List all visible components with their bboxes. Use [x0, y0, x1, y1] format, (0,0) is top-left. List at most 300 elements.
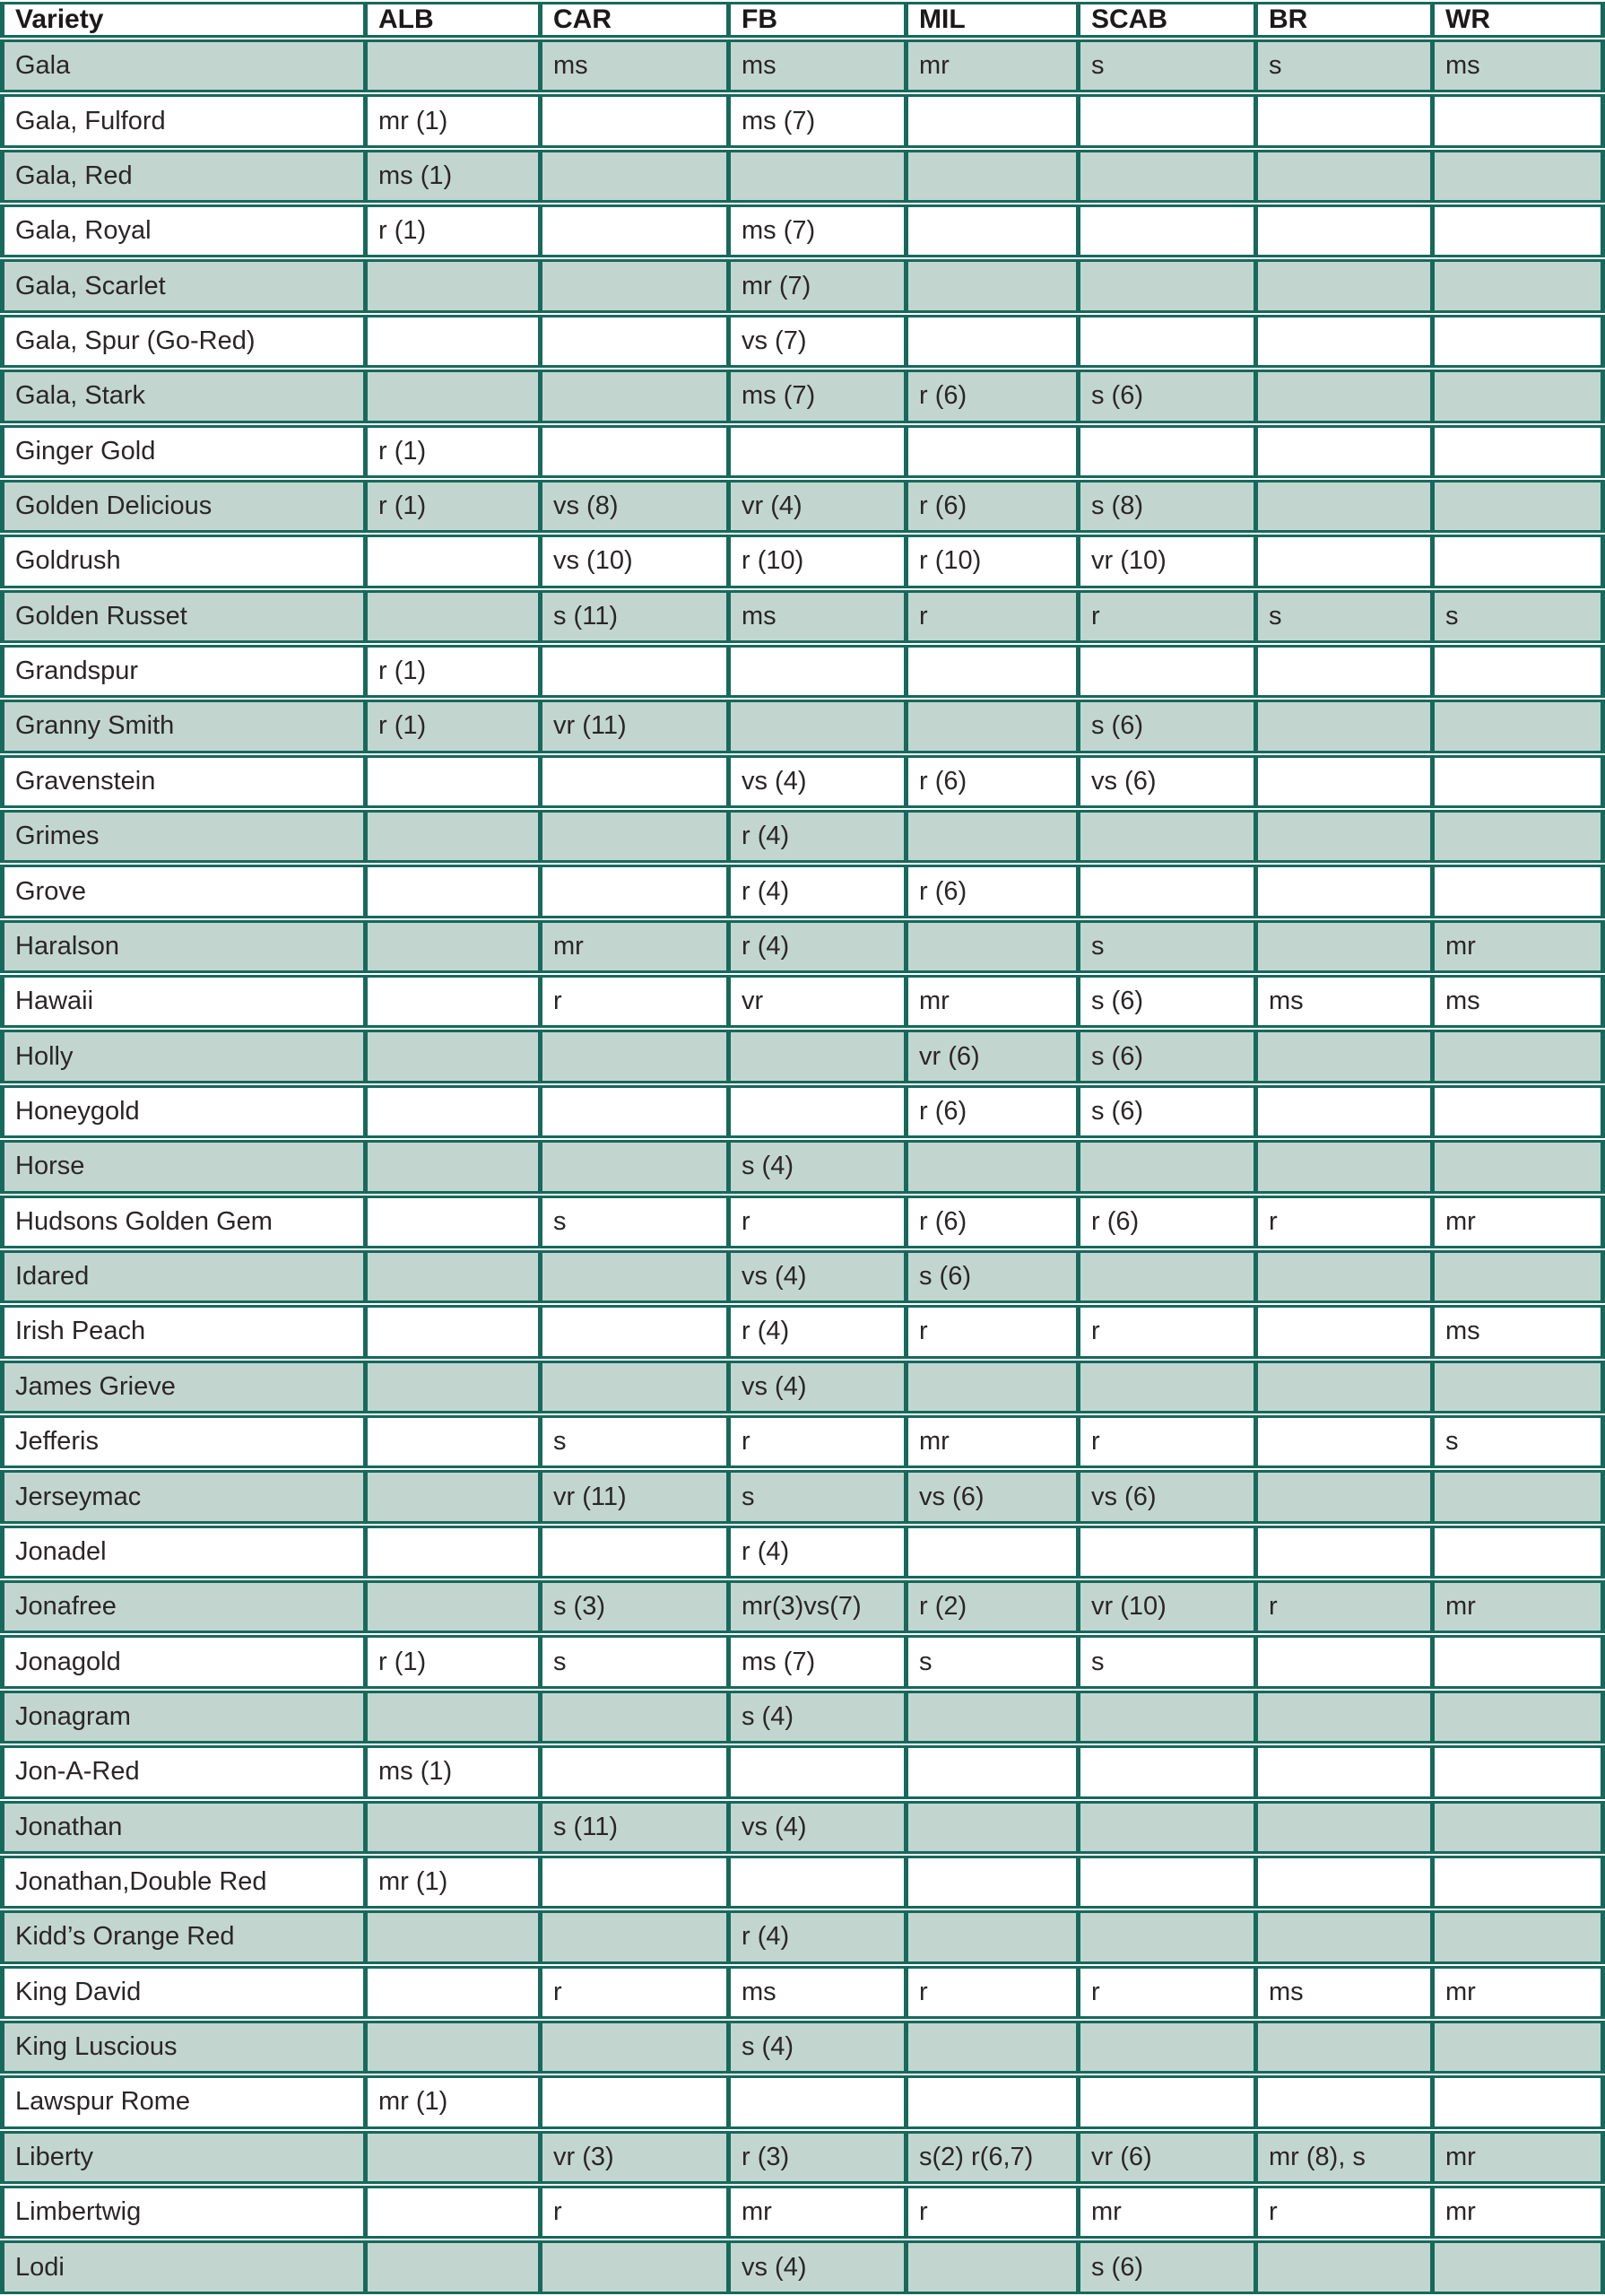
cell-mil [908, 94, 1080, 147]
column-header-car: CAR [542, 2, 731, 38]
cell-br [1258, 1691, 1435, 1744]
cell-br [1258, 1415, 1435, 1468]
variety-cell: Gala, Royal [0, 204, 368, 257]
cell-br [1258, 700, 1435, 752]
cell-scab [1080, 2021, 1258, 2074]
cell-alb [368, 755, 542, 808]
cell-wr [1435, 1910, 1605, 1963]
cell-alb [368, 1691, 542, 1744]
cell-car [542, 755, 731, 808]
cell-car [542, 645, 731, 698]
cell-alb [368, 590, 542, 643]
variety-cell: Jerseymac [0, 1470, 368, 1523]
cell-fb: s (4) [731, 2021, 908, 2074]
cell-fb: vs (4) [731, 1250, 908, 1303]
cell-br [1258, 370, 1435, 422]
cell-mil [908, 1801, 1080, 1854]
cell-wr [1435, 259, 1605, 312]
cell-scab: r [1080, 1415, 1258, 1468]
cell-mil: r [908, 590, 1080, 643]
cell-br [1258, 1305, 1435, 1358]
table-row [0, 150, 1605, 203]
cell-scab [1080, 150, 1258, 203]
variety-cell: Gala [0, 39, 368, 92]
cell-alb [368, 315, 542, 368]
cell-br: mr (8), s [1258, 2131, 1435, 2184]
cell-wr: mr [1435, 920, 1605, 973]
cell-car [542, 1305, 731, 1358]
cell-car [542, 259, 731, 312]
cell-alb [368, 1415, 542, 1468]
cell-br [1258, 1910, 1435, 1963]
cell-scab: s (8) [1080, 480, 1258, 533]
cell-car: vr (11) [542, 1470, 731, 1523]
cell-car [542, 865, 731, 918]
cell-wr [1435, 204, 1605, 257]
cell-fb: r (3) [731, 2131, 908, 2184]
cell-alb [368, 1305, 542, 1358]
cell-fb: r (4) [731, 1305, 908, 1358]
cell-fb [731, 1030, 908, 1083]
cell-mil [908, 1745, 1080, 1798]
cell-wr: ms [1435, 39, 1605, 92]
column-header-wr: WR [1435, 2, 1605, 38]
cell-car [542, 2021, 731, 2074]
variety-cell: Kidd’s Orange Red [0, 1910, 368, 1963]
cell-mil: s(2) r(6,7) [908, 2131, 1080, 2184]
cell-br [1258, 315, 1435, 368]
cell-alb [368, 535, 542, 587]
cell-fb: ms (7) [731, 94, 908, 147]
cell-alb: ms (1) [368, 150, 542, 203]
cell-alb: ms (1) [368, 1745, 542, 1798]
cell-scab: r [1080, 1966, 1258, 2019]
cell-scab: vr (10) [1080, 535, 1258, 587]
cell-wr [1435, 1030, 1605, 1083]
cell-wr [1435, 755, 1605, 808]
cell-scab [1080, 1526, 1258, 1578]
cell-mil: r (6) [908, 1196, 1080, 1248]
cell-wr: ms [1435, 975, 1605, 1028]
cell-alb [368, 1196, 542, 1248]
cell-alb: r (1) [368, 700, 542, 752]
cell-fb [731, 2075, 908, 2128]
variety-cell: King Luscious [0, 2021, 368, 2074]
cell-alb: mr (1) [368, 1856, 542, 1909]
table-row [0, 2186, 1605, 2239]
cell-car: r [542, 975, 731, 1028]
cell-br [1258, 1526, 1435, 1578]
cell-alb [368, 1580, 542, 1633]
cell-alb [368, 1470, 542, 1523]
cell-fb [731, 1085, 908, 1138]
cell-fb: ms (7) [731, 204, 908, 257]
cell-mil: r (6) [908, 755, 1080, 808]
table-row [0, 1526, 1605, 1578]
cell-fb: r (4) [731, 865, 908, 918]
cell-car: vs (10) [542, 535, 731, 587]
cell-wr [1435, 700, 1605, 752]
cell-alb [368, 1966, 542, 2019]
table-row [0, 1305, 1605, 1358]
variety-cell: Gala, Scarlet [0, 259, 368, 312]
cell-mil [908, 425, 1080, 478]
cell-br [1258, 259, 1435, 312]
cell-alb: r (1) [368, 204, 542, 257]
cell-alb [368, 2186, 542, 2239]
variety-cell: Lodi [0, 2240, 368, 2294]
cell-fb: r [731, 1415, 908, 1468]
cell-mil: mr [908, 1415, 1080, 1468]
cell-scab [1080, 2075, 1258, 2128]
cell-car: s (11) [542, 1801, 731, 1854]
cell-br [1258, 1856, 1435, 1909]
cell-alb [368, 2021, 542, 2074]
variety-cell: Irish Peach [0, 1305, 368, 1358]
table-row [0, 204, 1605, 257]
cell-mil [908, 2021, 1080, 2074]
cell-wr [1435, 150, 1605, 203]
cell-fb: r (10) [731, 535, 908, 587]
variety-cell: Haralson [0, 920, 368, 973]
cell-wr [1435, 645, 1605, 698]
cell-mil: s (6) [908, 1250, 1080, 1303]
variety-cell: King David [0, 1966, 368, 2019]
cell-scab: s (6) [1080, 2240, 1258, 2294]
variety-cell: Liberty [0, 2131, 368, 2184]
cell-br [1258, 204, 1435, 257]
column-header-variety: Variety [0, 2, 368, 38]
cell-wr [1435, 2240, 1605, 2294]
table-row [0, 1801, 1605, 1854]
cell-scab [1080, 645, 1258, 698]
cell-car: ms [542, 39, 731, 92]
cell-wr [1435, 535, 1605, 587]
cell-scab [1080, 1910, 1258, 1963]
cell-alb: r (1) [368, 645, 542, 698]
variety-cell: Hudsons Golden Gem [0, 1196, 368, 1248]
cell-mil [908, 1856, 1080, 1909]
table-row [0, 315, 1605, 368]
cell-wr: s [1435, 590, 1605, 643]
cell-wr [1435, 865, 1605, 918]
cell-scab [1080, 94, 1258, 147]
cell-mil [908, 315, 1080, 368]
cell-wr [1435, 2075, 1605, 2128]
cell-wr: mr [1435, 2186, 1605, 2239]
table-row [0, 94, 1605, 147]
variety-cell: Gala, Red [0, 150, 368, 203]
cell-wr [1435, 1361, 1605, 1413]
cell-wr [1435, 425, 1605, 478]
column-header-alb: ALB [368, 2, 542, 38]
variety-cell: James Grieve [0, 1361, 368, 1413]
table-row [0, 480, 1605, 533]
table-row [0, 1691, 1605, 1744]
cell-fb: vr (4) [731, 480, 908, 533]
cell-fb: mr(3)vs(7) [731, 1580, 908, 1633]
cell-fb: s (4) [731, 1140, 908, 1193]
cell-fb [731, 645, 908, 698]
cell-scab [1080, 865, 1258, 918]
cell-scab: r [1080, 590, 1258, 643]
cell-fb: r [731, 1196, 908, 1248]
cell-wr [1435, 1801, 1605, 1854]
cell-fb: vs (4) [731, 1361, 908, 1413]
table-row [0, 2075, 1605, 2128]
variety-cell: Gala, Stark [0, 370, 368, 422]
cell-scab: vr (10) [1080, 1580, 1258, 1633]
cell-wr: s [1435, 1415, 1605, 1468]
cell-br [1258, 1085, 1435, 1138]
cell-car [542, 2240, 731, 2294]
cell-scab: s (6) [1080, 370, 1258, 422]
table-body [0, 39, 1605, 2294]
cell-mil [908, 1140, 1080, 1193]
cell-car: s (3) [542, 1580, 731, 1633]
table-row [0, 1856, 1605, 1909]
cell-br [1258, 1140, 1435, 1193]
table-row [0, 645, 1605, 698]
table-row [0, 755, 1605, 808]
table-row [0, 39, 1605, 92]
cell-alb [368, 370, 542, 422]
cell-alb [368, 2131, 542, 2184]
table-row [0, 2131, 1605, 2184]
cell-fb: r (4) [731, 1910, 908, 1963]
header-row [0, 2, 1605, 38]
table-row [0, 975, 1605, 1028]
table-row [0, 1085, 1605, 1138]
cell-alb: mr (1) [368, 94, 542, 147]
cell-wr [1435, 315, 1605, 368]
cell-br [1258, 150, 1435, 203]
cell-mil: vr (6) [908, 1030, 1080, 1083]
variety-cell: Grimes [0, 810, 368, 863]
cell-mil [908, 1691, 1080, 1744]
cell-wr [1435, 1856, 1605, 1909]
cell-wr [1435, 1140, 1605, 1193]
cell-alb [368, 259, 542, 312]
cell-car [542, 94, 731, 147]
cell-scab [1080, 1856, 1258, 1909]
cell-mil: r [908, 2186, 1080, 2239]
cell-wr [1435, 2021, 1605, 2074]
variety-cell: Limbertwig [0, 2186, 368, 2239]
cell-car [542, 1030, 731, 1083]
cell-alb [368, 1085, 542, 1138]
cell-scab [1080, 1140, 1258, 1193]
cell-mil [908, 204, 1080, 257]
cell-wr [1435, 1526, 1605, 1578]
cell-scab [1080, 810, 1258, 863]
cell-mil [908, 700, 1080, 752]
cell-mil [908, 2240, 1080, 2294]
cell-scab: s [1080, 920, 1258, 973]
cell-alb [368, 2240, 542, 2294]
cell-alb [368, 1526, 542, 1578]
cell-br [1258, 920, 1435, 973]
cell-wr: mr [1435, 1966, 1605, 2019]
column-header-fb: FB [731, 2, 908, 38]
cell-scab: s (6) [1080, 700, 1258, 752]
cell-wr [1435, 1691, 1605, 1744]
variety-cell: Grandspur [0, 645, 368, 698]
cell-mil: vs (6) [908, 1470, 1080, 1523]
cell-car [542, 810, 731, 863]
variety-cell: Horse [0, 1140, 368, 1193]
table-row [0, 535, 1605, 587]
cell-mil: r [908, 1305, 1080, 1358]
cell-fb: vs (4) [731, 755, 908, 808]
cell-br: ms [1258, 1966, 1435, 2019]
cell-fb: vs (7) [731, 315, 908, 368]
cell-scab [1080, 1801, 1258, 1854]
cell-alb: r (1) [368, 425, 542, 478]
table-row [0, 1140, 1605, 1193]
variety-cell: Jonagold [0, 1635, 368, 1688]
cell-wr [1435, 94, 1605, 147]
cell-car [542, 1910, 731, 1963]
cell-fb [731, 425, 908, 478]
cell-scab [1080, 315, 1258, 368]
cell-scab: r [1080, 1305, 1258, 1358]
cell-alb [368, 975, 542, 1028]
variety-cell: Golden Russet [0, 590, 368, 643]
cell-mil: s [908, 1635, 1080, 1688]
cell-alb: r (1) [368, 1635, 542, 1688]
cell-alb [368, 1250, 542, 1303]
cell-fb [731, 700, 908, 752]
cell-mil: r (10) [908, 535, 1080, 587]
cell-scab: s [1080, 1635, 1258, 1688]
cell-car [542, 1526, 731, 1578]
table-row [0, 1745, 1605, 1798]
cell-br [1258, 645, 1435, 698]
cell-fb: vs (4) [731, 1801, 908, 1854]
cell-mil: r (6) [908, 865, 1080, 918]
cell-fb: mr (7) [731, 259, 908, 312]
variety-cell: Grove [0, 865, 368, 918]
cell-alb [368, 39, 542, 92]
variety-cell: Idared [0, 1250, 368, 1303]
cell-fb [731, 1745, 908, 1798]
cell-br [1258, 865, 1435, 918]
cell-scab [1080, 204, 1258, 257]
cell-car: r [542, 2186, 731, 2239]
cell-wr [1435, 1635, 1605, 1688]
cell-car [542, 1691, 731, 1744]
cell-scab: mr [1080, 2186, 1258, 2239]
cell-car [542, 1085, 731, 1138]
variety-cell: Jonathan,Double Red [0, 1856, 368, 1909]
cell-car: mr [542, 920, 731, 973]
cell-car: s (11) [542, 590, 731, 643]
cell-mil [908, 645, 1080, 698]
cell-mil: r (6) [908, 480, 1080, 533]
cell-car: vr (3) [542, 2131, 731, 2184]
cell-fb: vr [731, 975, 908, 1028]
cell-fb: r (4) [731, 920, 908, 973]
cell-car: r [542, 1966, 731, 2019]
cell-alb [368, 1801, 542, 1854]
table-row [0, 1910, 1605, 1963]
cell-br [1258, 94, 1435, 147]
cell-wr: ms [1435, 1305, 1605, 1358]
cell-br [1258, 2021, 1435, 2074]
cell-scab: vr (6) [1080, 2131, 1258, 2184]
variety-cell: Lawspur Rome [0, 2075, 368, 2128]
cell-car: vs (8) [542, 480, 731, 533]
variety-cell: Jonafree [0, 1580, 368, 1633]
variety-cell: Granny Smith [0, 700, 368, 752]
variety-cell: Jefferis [0, 1415, 368, 1468]
cell-car [542, 1745, 731, 1798]
cell-br [1258, 1250, 1435, 1303]
cell-br: r [1258, 2186, 1435, 2239]
column-header-scab: SCAB [1080, 2, 1258, 38]
cell-br [1258, 1030, 1435, 1083]
cell-car [542, 204, 731, 257]
cell-scab [1080, 1250, 1258, 1303]
table-row [0, 1635, 1605, 1688]
cell-fb: ms [731, 590, 908, 643]
cell-scab: s (6) [1080, 975, 1258, 1028]
table-row [0, 2240, 1605, 2294]
variety-cell: Golden Delicious [0, 480, 368, 533]
cell-scab [1080, 1691, 1258, 1744]
cell-mil: mr [908, 39, 1080, 92]
cell-car [542, 1140, 731, 1193]
variety-cell: Jonathan [0, 1801, 368, 1854]
cell-fb: mr [731, 2186, 908, 2239]
variety-cell: Gala, Fulford [0, 94, 368, 147]
cell-car [542, 315, 731, 368]
cell-alb [368, 1361, 542, 1413]
cell-wr [1435, 1745, 1605, 1798]
variety-cell: Holly [0, 1030, 368, 1083]
cell-br [1258, 535, 1435, 587]
cell-br [1258, 2075, 1435, 2128]
cell-car [542, 425, 731, 478]
cell-wr [1435, 370, 1605, 422]
cell-fb: r (4) [731, 1526, 908, 1578]
variety-cell: Jonagram [0, 1691, 368, 1744]
cell-mil: r (2) [908, 1580, 1080, 1633]
cell-br: r [1258, 1196, 1435, 1248]
variety-cell: Jonadel [0, 1526, 368, 1578]
cell-br [1258, 480, 1435, 533]
cell-br [1258, 1801, 1435, 1854]
variety-cell: Honeygold [0, 1085, 368, 1138]
cell-alb [368, 920, 542, 973]
cell-car [542, 1361, 731, 1413]
table-row [0, 865, 1605, 918]
cell-fb: s [731, 1470, 908, 1523]
cell-br [1258, 755, 1435, 808]
cell-fb [731, 150, 908, 203]
cell-mil: r (6) [908, 1085, 1080, 1138]
table-row [0, 1361, 1605, 1413]
cell-car [542, 2075, 731, 2128]
cell-fb: ms (7) [731, 370, 908, 422]
cell-fb: ms [731, 39, 908, 92]
cell-car: s [542, 1635, 731, 1688]
cell-mil: r [908, 1966, 1080, 2019]
table-row [0, 1250, 1605, 1303]
cell-wr [1435, 480, 1605, 533]
cell-car [542, 370, 731, 422]
